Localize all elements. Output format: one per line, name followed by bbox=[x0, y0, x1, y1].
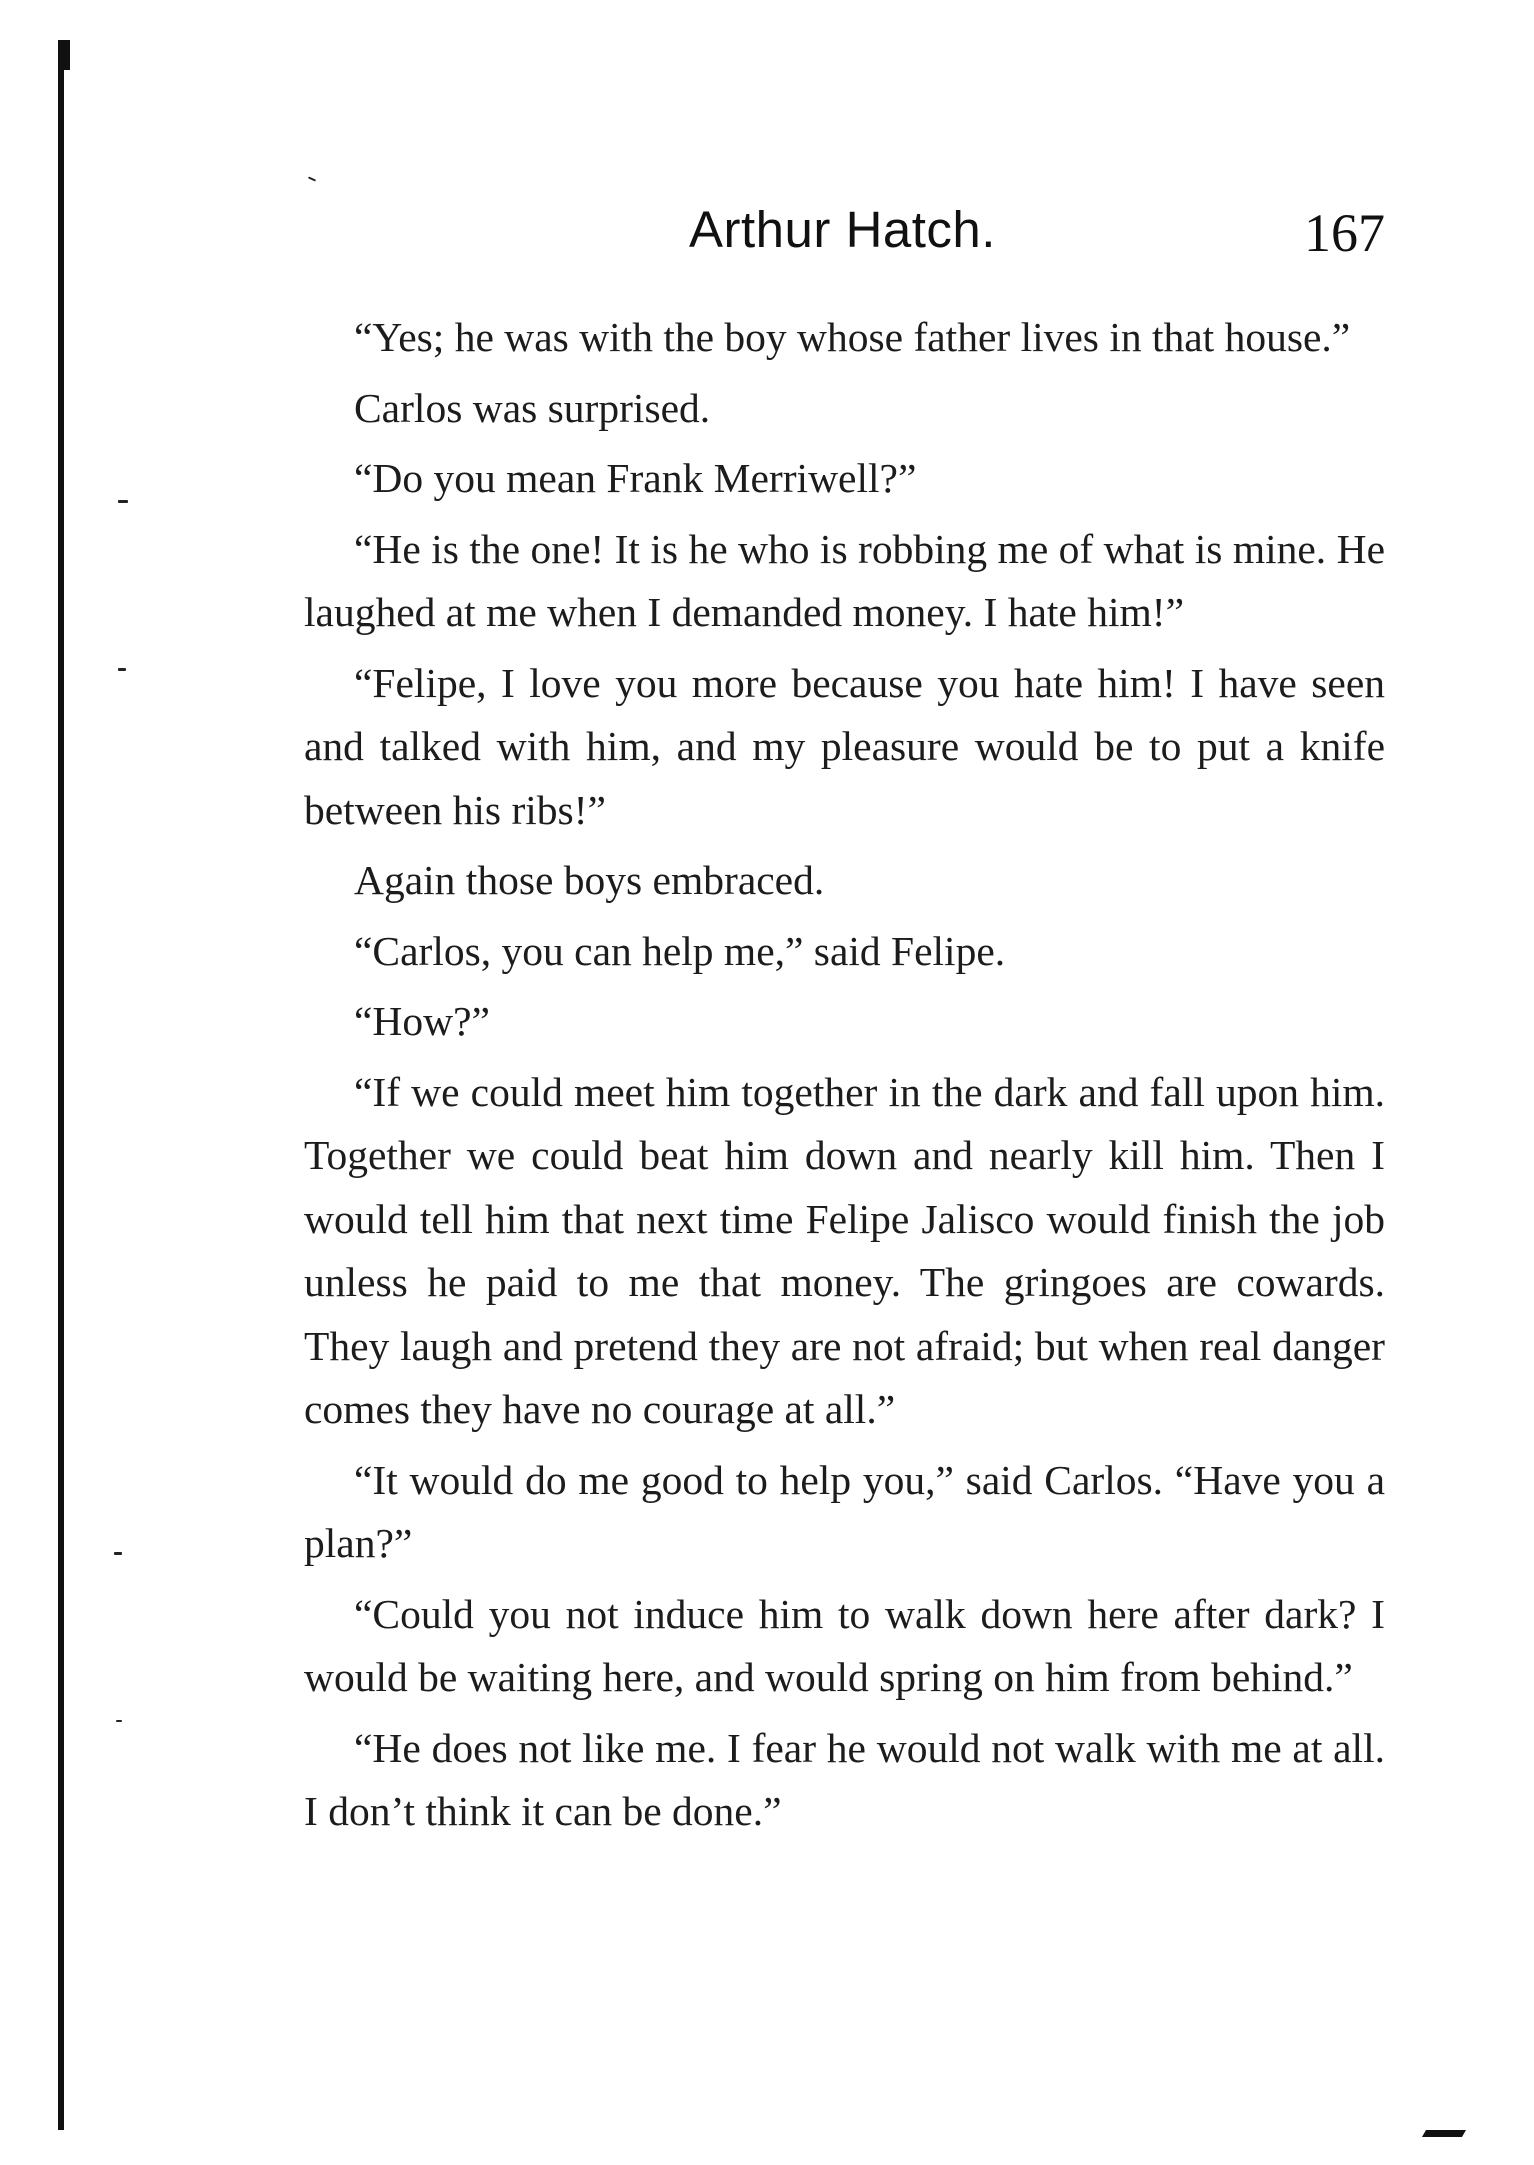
page-number: 167 bbox=[1304, 203, 1385, 263]
paragraph: Carlos was surprised. bbox=[354, 384, 711, 431]
paragraph: “It would do me good to help you,” said Carlos. “Have you a plan?” bbox=[304, 1456, 1385, 1566]
page-corner-mark bbox=[1422, 2130, 1466, 2137]
scan-speck bbox=[118, 668, 126, 671]
body-text bbox=[304, 306, 1385, 1851]
binding-edge bbox=[58, 40, 64, 2130]
paragraph: “Could you not induce him to walk down here after dark? I would be waiting here, and would spring on him from behind.” bbox=[304, 1590, 1385, 1700]
paragraph: “Felipe, I love you more because you hate him! I have seen and talked with him, and my pleasure would be to put a knife between his ribs!” bbox=[304, 659, 1385, 833]
paragraph: “Do you mean Frank Merriwell?” bbox=[354, 455, 917, 501]
running-header bbox=[300, 200, 1385, 270]
scan-speck bbox=[118, 500, 128, 503]
scan-speck bbox=[308, 176, 316, 181]
running-title: Arthur Hatch. bbox=[689, 201, 996, 258]
paragraph: “Yes; he was with the boy whose father lives in that house.” bbox=[354, 314, 1351, 360]
paragraph: “Carlos, you can help me,” said Felipe. bbox=[354, 927, 1006, 974]
paragraph: “How?” bbox=[354, 998, 490, 1044]
paragraph: “He is the one! It is he who is robbing me of what is mine. He laughed at me when I demanded money. I hate him!” bbox=[304, 525, 1385, 635]
paragraph: Again those boys embraced. bbox=[354, 857, 825, 903]
scan-speck bbox=[116, 1720, 122, 1722]
paragraph: “He does not like me. I fear he would not walk with me at all. I don’t think it can be done.” bbox=[304, 1724, 1385, 1834]
paragraph: “If we could meet him together in the dark and fall upon him. Together we could beat him down and nearly kill him. Then I would tell him that next time Felipe Jalisco would finish the job unless he paid to me that money. The gringoes are cowards. They laugh and pretend they are not afraid; but when real danger comes they have no courage at all.” bbox=[304, 1068, 1385, 1432]
binding-edge-mark bbox=[60, 40, 70, 70]
scan-speck bbox=[114, 1552, 122, 1555]
